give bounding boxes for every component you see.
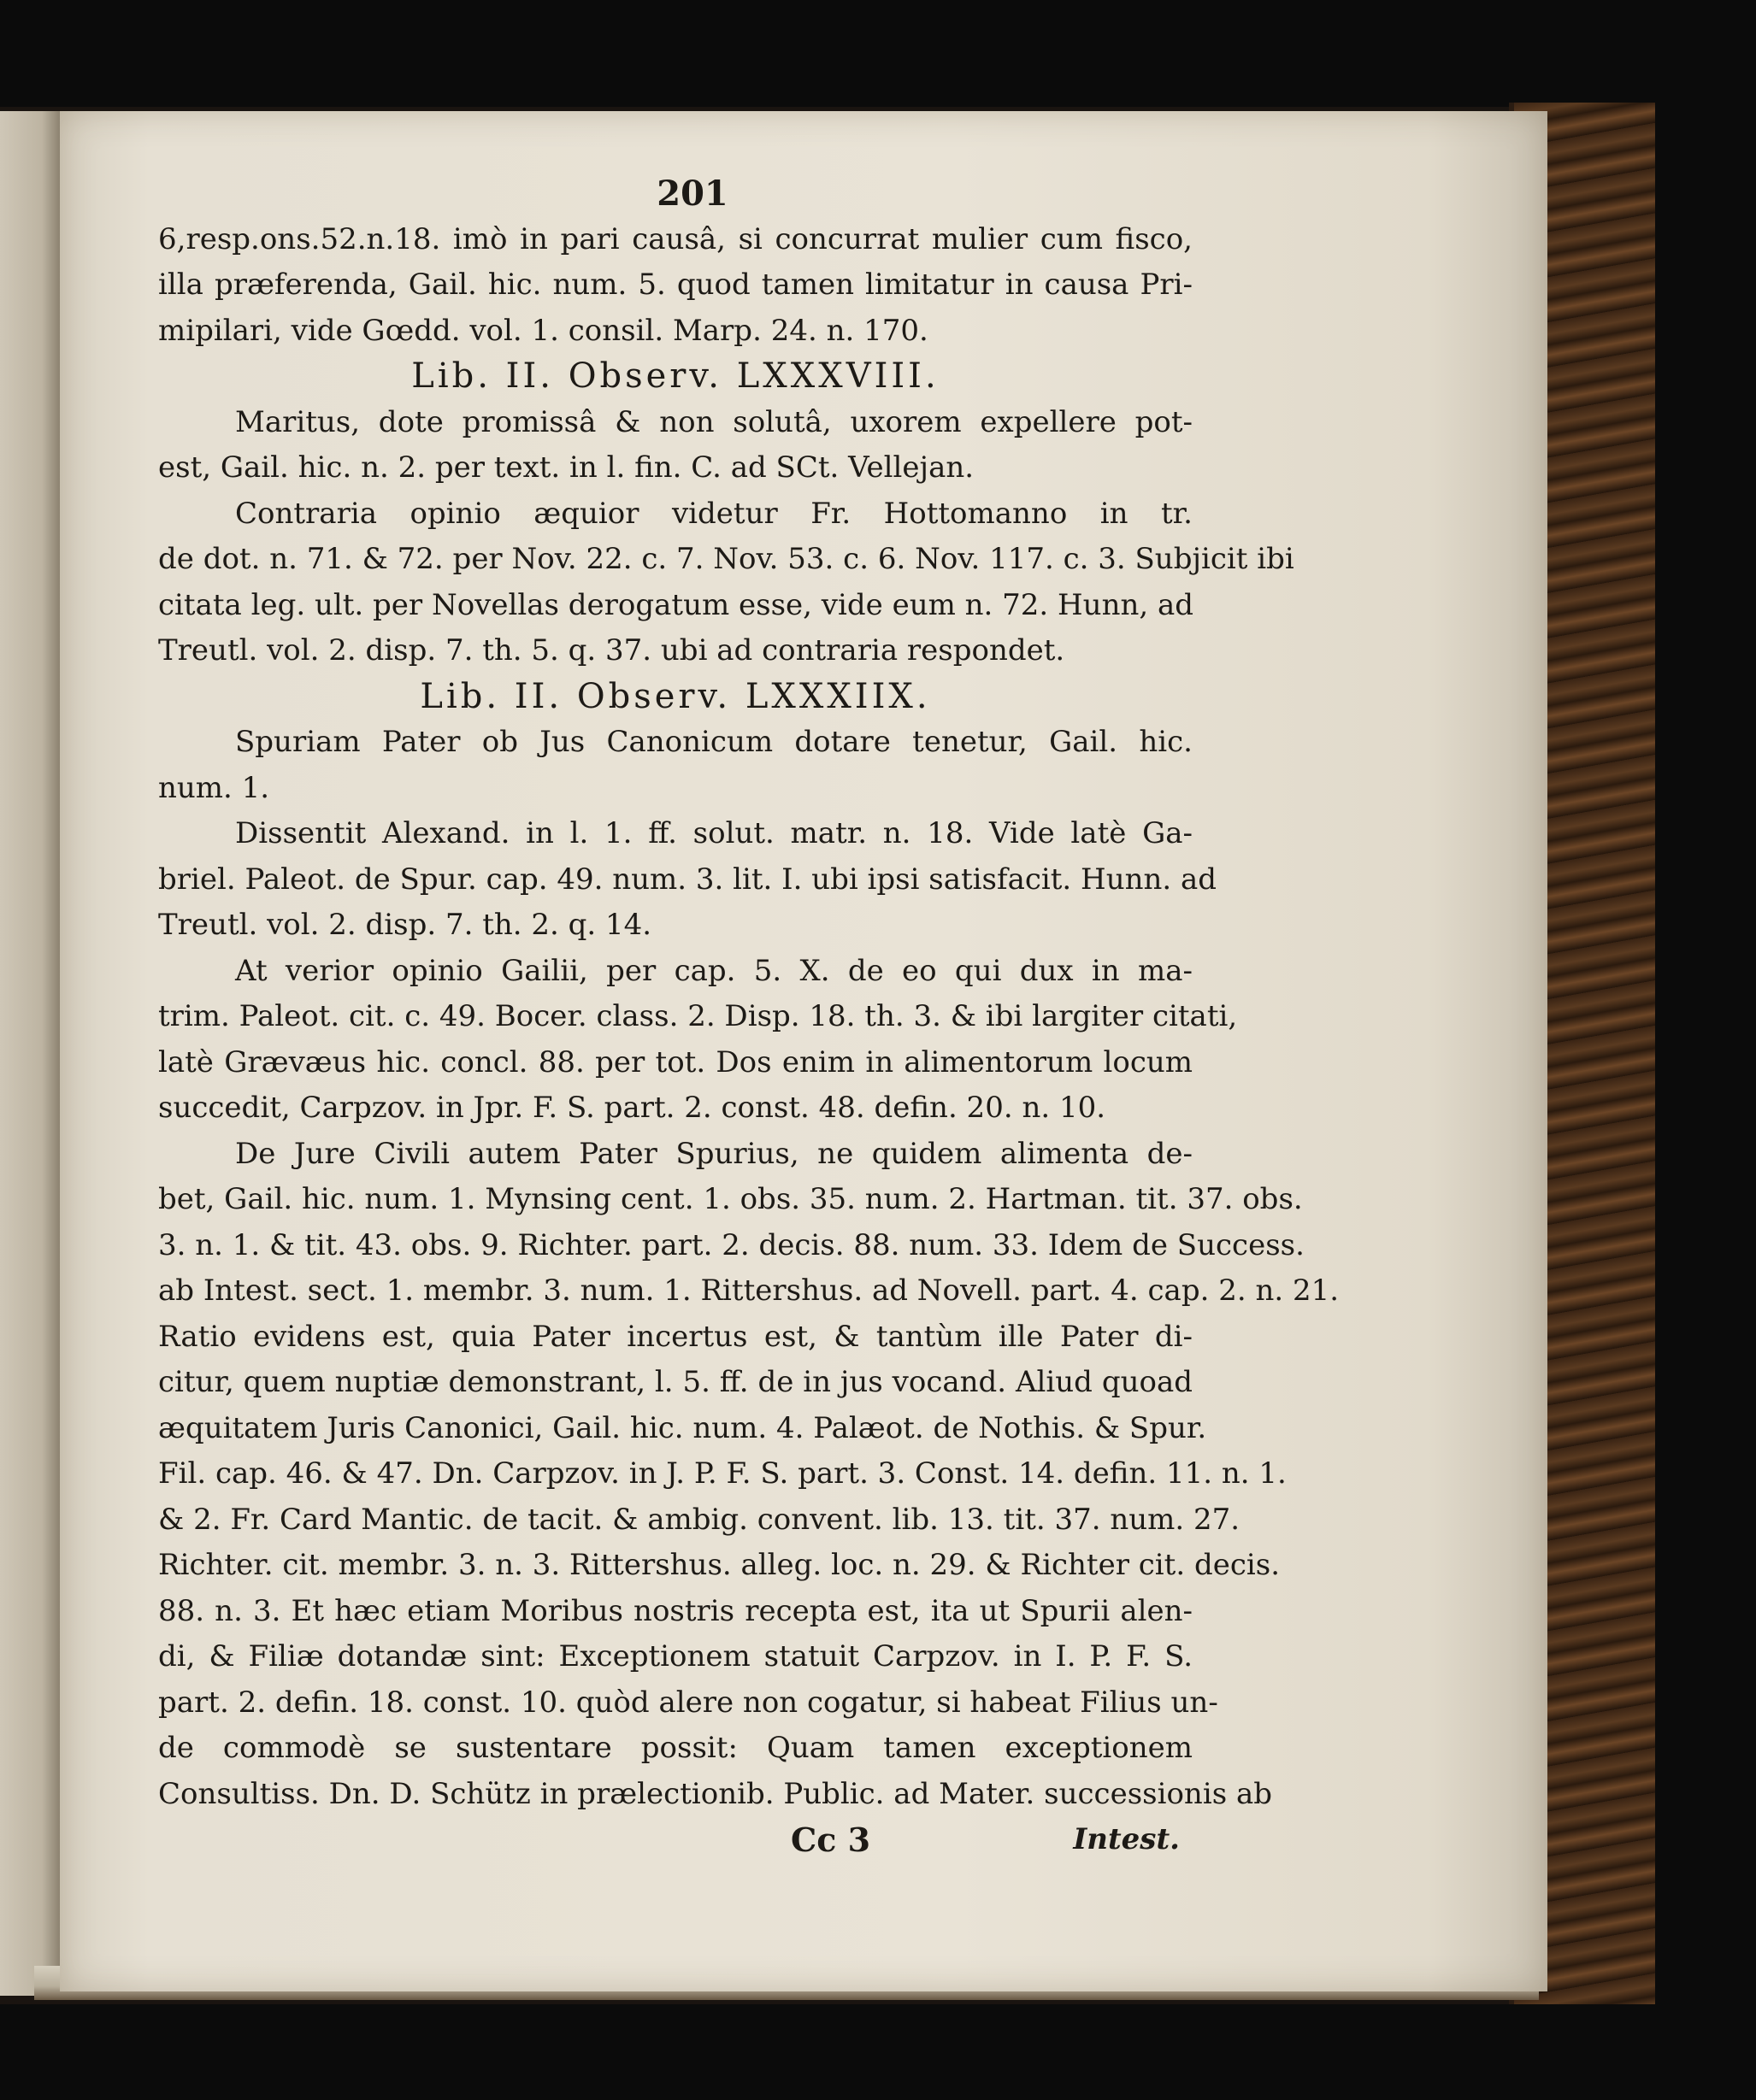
text-line: citata leg. ult. per Novellas derogatum esse, vide eum n. 72. Hunn, ad [158,587,1194,622]
text-line: De Jure Civili autem Pater Spurius, ne quidem alimenta de- [235,1136,1193,1171]
text-line: citur, quem nuptiæ demonstrant, l. 5. ff. de in jus vocand. Aliud quoad [158,1365,1193,1399]
text-line: briel. Paleot. de Spur. cap. 49. num. 3. lit. I. ubi ipsi satisfacit. Hunn. ad [158,862,1217,897]
text-line: latè Grævæus hic. concl. 88. per tot. Dos enim in alimentorum locum [158,1044,1193,1079]
text-line: æquitatem Juris Canonici, Gail. hic. num. 4. Palæot. de Nothis. & Spur. [158,1410,1207,1445]
text-line: Contraria opinio æquior videtur Fr. Hottomanno in tr. [235,496,1193,531]
text-line: di, & Filiæ dotandæ sint: Exceptionem statuit Carpzov. in I. P. F. S. [158,1639,1193,1674]
text-line: 6,resp.ons.52.n.18. imò in pari causâ, si concurrat mulier cum fisco, [158,221,1193,256]
text-line: Ratio evidens est, quia Pater incertus est, & tantùm ille Pater di- [158,1319,1193,1354]
text-line: Treutl. vol. 2. disp. 7. th. 5. q. 37. ubi ad contraria respondet. [158,633,1065,668]
page-number: 201 [657,174,728,214]
text-line: 3. n. 1. & tit. 43. obs. 9. Richter. part. 2. decis. 88. num. 33. Idem de Success. [158,1227,1305,1262]
catchword: Intest. [1073,1822,1180,1856]
left-page-edge [0,111,60,1996]
text-line: 88. n. 3. Et hæc etiam Moribus nostris recepta est, ita ut Spurii alen- [158,1593,1193,1628]
text-line: At verior opinio Gailii, per cap. 5. X. de eo qui dux in ma- [235,953,1193,988]
text-line: Treutl. vol. 2. disp. 7. th. 2. q. 14. [158,908,652,942]
text-line: mipilari, vide Gœdd. vol. 1. consil. Marp. 24. n. 170. [158,313,928,348]
text-line: num. 1. [158,770,270,805]
page-text [158,171,1340,1862]
text-line: illa præferenda, Gail. hic. num. 5. quod tamen limitatur in causa Pri- [158,268,1193,302]
text-line: part. 2. defin. 18. const. 10. quòd alere non cogatur, si habeat Filius un- [158,1685,1218,1720]
text-line: bet, Gail. hic. num. 1. Mynsing cent. 1. obs. 35. num. 2. Hartman. tit. 37. obs. [158,1182,1303,1216]
signature-mark: Cc 3 [791,1821,871,1859]
text-line: succedit, Carpzov. in Jpr. F. S. part. 2. const. 48. defin. 20. n. 10. [158,1091,1106,1125]
text-line: est, Gail. hic. n. 2. per text. in l. fin. C. ad SCt. Vellejan. [158,450,975,485]
text-line: & 2. Fr. Card Mantic. de tacit. & ambig. convent. lib. 13. tit. 37. num. 27. [158,1502,1240,1537]
text-line: Maritus, dote promissâ & non solutâ, uxorem expellere pot- [235,404,1193,439]
text-line: Consultiss. Dn. D. Schütz in prælectionib. Public. ad Mater. successionis ab [158,1776,1272,1811]
text-line: de dot. n. 71. & 72. per Nov. 22. c. 7. Nov. 53. c. 6. Nov. 117. c. 3. Subjicit ibi [158,542,1294,576]
text-line: ab Intest. sect. 1. membr. 3. num. 1. Rittershus. ad Novell. part. 4. cap. 2. n. 21. [158,1274,1340,1308]
page-footer [158,1817,1193,1862]
text-line: Richter. cit. membr. 3. n. 3. Rittershus. alleg. loc. n. 29. & Richter cit. decis. [158,1548,1281,1582]
text-line: Fil. cap. 46. & 47. Dn. Carpzov. in J. P. F. S. part. 3. Const. 14. defin. 11. n. 1. [158,1456,1287,1491]
section-heading: Lib. II. Observ. LXXXIIX. [420,676,931,716]
section-heading: Lib. II. Observ. LXXXVIII. [411,356,940,396]
text-line: de commodè se sustentare possit: Quam tamen exceptionem [158,1731,1193,1765]
text-line: Spuriam Pater ob Jus Canonicum dotare tenetur, Gail. hic. [235,725,1193,759]
text-line: trim. Paleot. cit. c. 49. Bocer. class. 2. Disp. 18. th. 3. & ibi largiter citati, [158,999,1238,1033]
text-line: Dissentit Alexand. in l. 1. ff. solut. matr. n. 18. Vide latè Ga- [235,816,1193,850]
